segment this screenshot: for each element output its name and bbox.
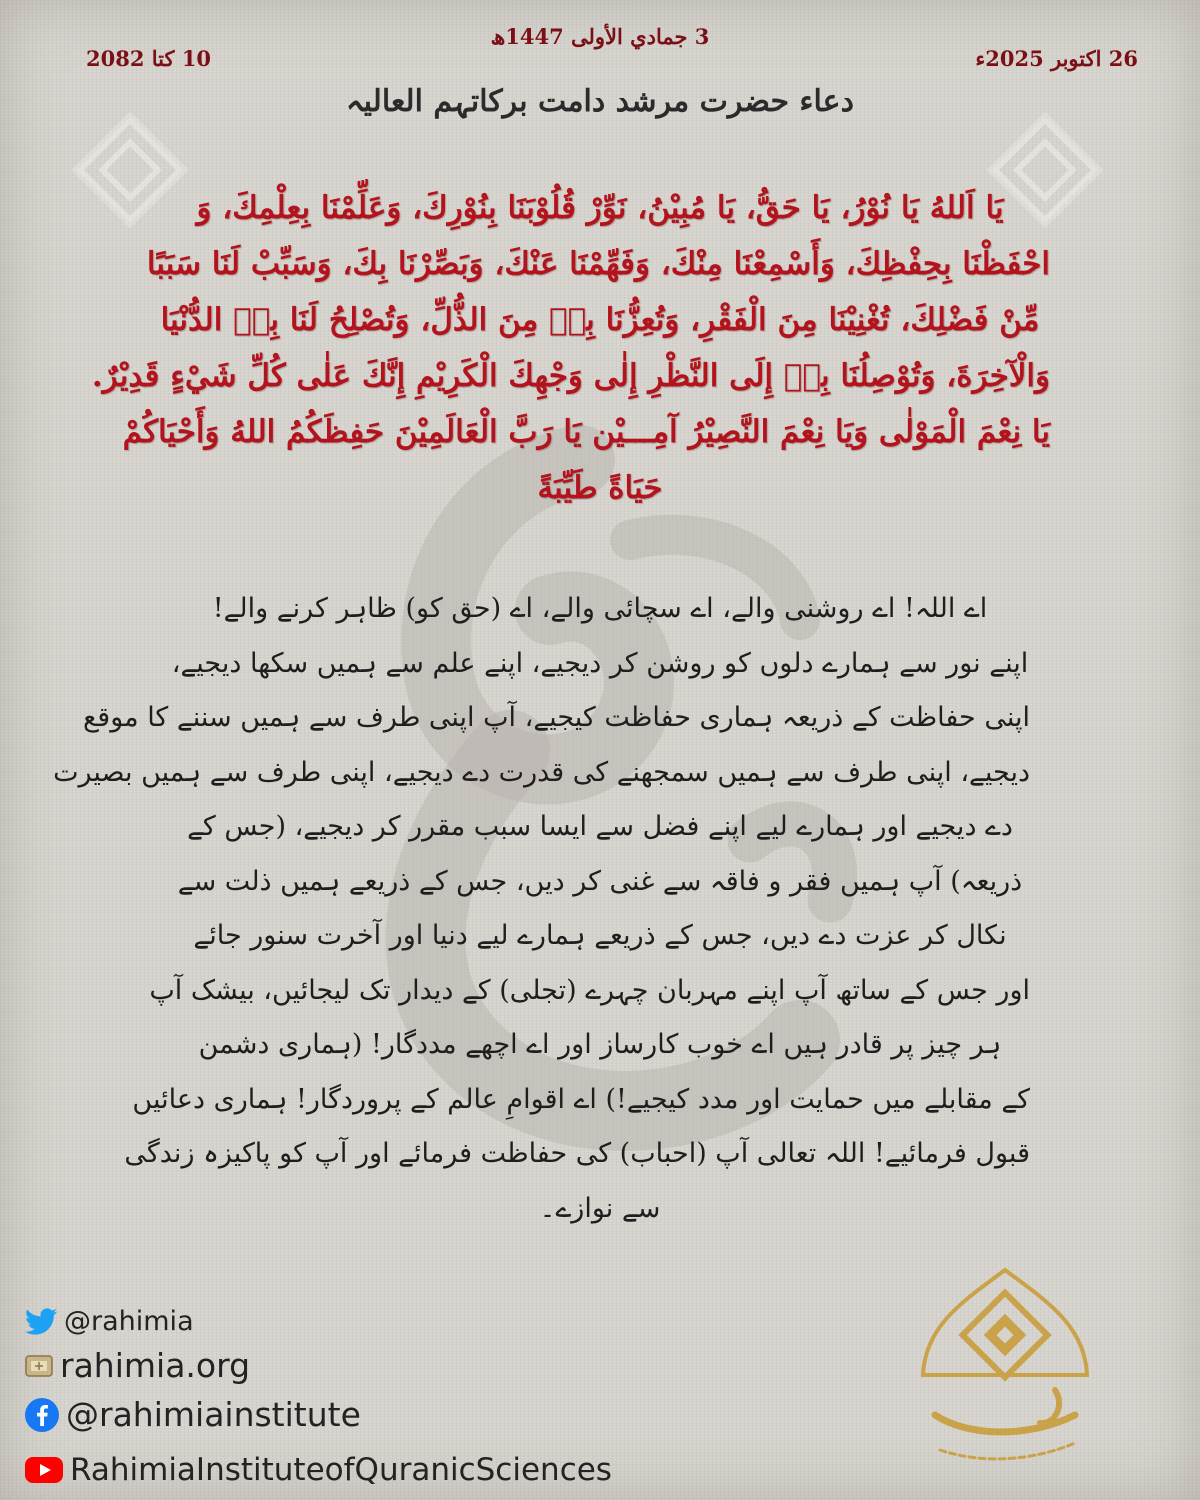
twitter-handle: @rahimia (64, 1306, 194, 1337)
urdu-translation-line: اور جس کے ساتھ آپ اپنے مہربان چہرے (تجلی) کے دیدار تک لیجائیں، بیشک آپ (149, 974, 1030, 1006)
urdu-translation-line: نکال کر عزت دے دیں، جس کے ذریعے ہمارے لیے دنیا اور آخرت سنور جائے (193, 920, 1007, 951)
urdu-translation-line: قبول فرمائیے! اللہ تعالی آپ (احباب) کی حفاظت فرمائے اور آپ کو پاکیزہ زندگی (124, 1138, 1030, 1169)
facebook-icon (24, 1397, 60, 1433)
arabic-dua-line: حَيَاةً طَيِّبَةً (537, 470, 663, 506)
urdu-translation-line: دے دیجیے اور ہمارے لیے اپنے فضل سے ایسا سبب مقرر کر دیجیے، (جس کے (187, 811, 1013, 842)
urdu-translation-line: ہر چیز پر قادر ہیں اے خوب کارساز اور اے اچھے مددگار! (ہماری دشمن (198, 1029, 1002, 1060)
twitter-icon (24, 1308, 58, 1336)
page-title: دعاء حضرت مرشد دامت برکاتہم العالیہ (346, 84, 854, 119)
facebook-handle: @rahimiainstitute (66, 1395, 361, 1434)
website-url: rahimia.org (60, 1346, 251, 1385)
arabic-dua-line: مِّنْ فَضْلِكَ، تُغْنِيْنَا مِنَ الْفَقْرِ، وَتُعِزُّنَا بِهٖ مِنَ الذُّلِّ، وَتُصْلِحُ لَنَا بِهٖ الدُّنْيَا (160, 302, 1040, 338)
urdu-translation-line: اے اللہ! اے روشنی والے، اے سچائی والے، اے (حق کو) ظاہر کرنے والے! (212, 593, 988, 624)
arabic-dua (91, 180, 1050, 516)
arabic-dua-line: يَا نِعْمَ الْمَوْلٰى وَيَا نِعْمَ النَّصِيْرُ آمِـــيْن يَا رَبَّ الْعَالَمِيْنَ حَفِظَكُمُ اللهُ وَأَحْيَاكُمْ (122, 414, 1050, 450)
hijri-date: 3 جمادي الأولى 1447ھ (490, 24, 710, 49)
desi-date: 10 کتا 2082 (86, 46, 212, 71)
urdu-translation-line: ذریعہ) آپ ہمیں فقر و فاقہ سے غنی کر دیں، جس کے ذریعے ہمیں ذلت سے (177, 865, 1023, 897)
youtube-link[interactable] (24, 1452, 612, 1488)
youtube-icon (24, 1456, 64, 1484)
globe-icon (24, 1352, 54, 1380)
arabic-dua-line: يَا اَللهُ يَا نُوْرُ، يَا حَقُّ، يَا مُبِيْنُ، نَوِّرْ قُلُوْبَنَا بِنُوْرِكَ، وَعَلِّمْنَا بِعِلْمِكَ، وَ (196, 190, 1004, 226)
urdu-translation (53, 582, 1030, 1236)
rahimia-logo (905, 1265, 1105, 1485)
arabic-dua-line: وَالْآخِرَةَ، وَتُوْصِلُنَا بِهٖ إِلَى النَّظْرِ إِلٰى وَجْهِكَ الْكَرِيْمِ إِنَّكَ عَلٰى كُلِّ شَيْءٍ قَدِيْرٌ. (91, 358, 1050, 394)
website-link[interactable] (24, 1346, 250, 1385)
urdu-translation-line: کے مقابلے میں حمایت اور مدد کیجیے!) اے اقوامِ عالم کے پروردگار! ہماری دعائیں (132, 1083, 1030, 1115)
facebook-link[interactable] (24, 1395, 361, 1434)
twitter-link[interactable] (24, 1306, 194, 1337)
gregorian-date: 26 اکتوبر 2025ء (975, 46, 1138, 71)
urdu-translation-line: اپنی حفاظت کے ذریعہ ہماری حفاظت کیجیے، آپ اپنی طرف سے ہمیں سننے کا موقع (82, 702, 1030, 733)
youtube-channel: RahimiaInstituteofQuranicSciences (70, 1452, 612, 1488)
urdu-translation-line: دیجیے، اپنی طرف سے ہمیں سمجھنے کی قدرت دے دیجیے، اپنی طرف سے ہمیں بصیرت (53, 756, 1030, 788)
arabic-dua-line: احْفَظْنَا بِحِفْظِكَ، وَأَسْمِعْنَا مِنْكَ، وَفَهِّمْنَا عَنْكَ، وَبَصِّرْنَا بِكَ، وَسَبِّبْ لَنَا سَبَبًا (146, 246, 1050, 282)
urdu-translation-line: سے نوازے۔ (539, 1192, 661, 1224)
urdu-translation-line: اپنے نور سے ہمارے دلوں کو روشن کر دیجیے، اپنے علم سے ہمیں سکھا دیجیے، (171, 647, 1029, 679)
